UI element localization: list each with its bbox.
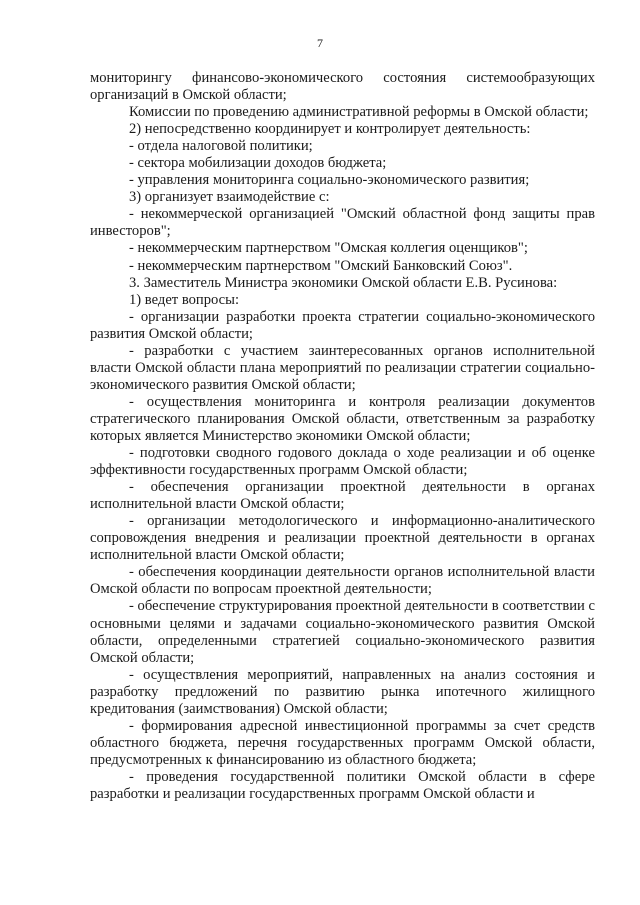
list-item: - некоммерческим партнерством "Омский Банковский Союз". bbox=[129, 257, 513, 274]
list-item: - осуществления мониторинга и контроля реализации документов стратегического планирования Омской области, ответственным за разработку которых является Министерство экономики Омской области; bbox=[90, 393, 595, 444]
list-item: - некоммерческим партнерством "Омская коллегия оценщиков"; bbox=[129, 240, 528, 257]
list-item: - управления мониторинга социально-экономического развития; bbox=[129, 172, 530, 189]
list-item: - обеспечения координации деятельности органов исполнительной власти Омской области по вопросам проектной деятельности; bbox=[90, 564, 595, 598]
list-item: - проведения государственной политики Омской области в сфере разработки и реализации государственных программ Омской области и bbox=[90, 768, 595, 802]
list-item: - организации методологического и информационно-аналитического сопровождения внедрения и реализации проектной деятельности в органах исполнительной власти Омской области; bbox=[90, 513, 595, 564]
paragraph: 3) организует взаимодействие с: bbox=[129, 189, 330, 206]
list-item: - организации разработки проекта стратегии социально-экономического развития Омской области; bbox=[90, 308, 595, 342]
paragraph: мониторингу финансово-экономического состояния системообразующих организаций в Омской области; bbox=[90, 70, 595, 104]
section-heading: 3. Заместитель Министра экономики Омской области Е.В. Русинова: bbox=[129, 274, 558, 291]
list-item: - обеспечение структурирования проектной деятельности в соответствии с основными целями и задачами социально-экономического развития Омской области, определенными стратегией социально-экономического развития Омской области; bbox=[90, 598, 595, 666]
list-item: - некоммерческой организацией "Омский областной фонд защиты прав инвесторов"; bbox=[90, 206, 595, 240]
paragraph: 2) непосредственно координирует и контролирует деятельность: bbox=[129, 121, 531, 138]
paragraph: Комиссии по проведению административной реформы в Омской области; bbox=[129, 104, 589, 121]
list-item: - разработки с участием заинтересованных органов исполнительной власти Омской области плана мероприятий по реализации стратегии социально-экономического развития Омской области; bbox=[90, 342, 595, 393]
list-item: - подготовки сводного годового доклада о ходе реализации и об оценке эффективности государственных программ Омской области; bbox=[90, 445, 595, 479]
list-item: - отдела налоговой политики; bbox=[129, 138, 313, 155]
page-number: 7 bbox=[317, 36, 323, 50]
list-item: - формирования адресной инвестиционной программы за счет средств областного бюджета, перечня государственных программ Омской области, предусмотренных к финансированию из областного бюджета; bbox=[90, 717, 595, 768]
list-item: - обеспечения организации проектной деятельности в органах исполнительной власти Омской области; bbox=[90, 479, 595, 513]
paragraph: 1) ведет вопросы: bbox=[129, 291, 240, 308]
document-body bbox=[90, 70, 595, 803]
list-item: - сектора мобилизации доходов бюджета; bbox=[129, 155, 387, 172]
list-item: - осуществления мероприятий, направленных на анализ состояния и разработку предложений по развитию рынка ипотечного жилищного кредитования (заимствования) Омской области; bbox=[90, 666, 595, 717]
